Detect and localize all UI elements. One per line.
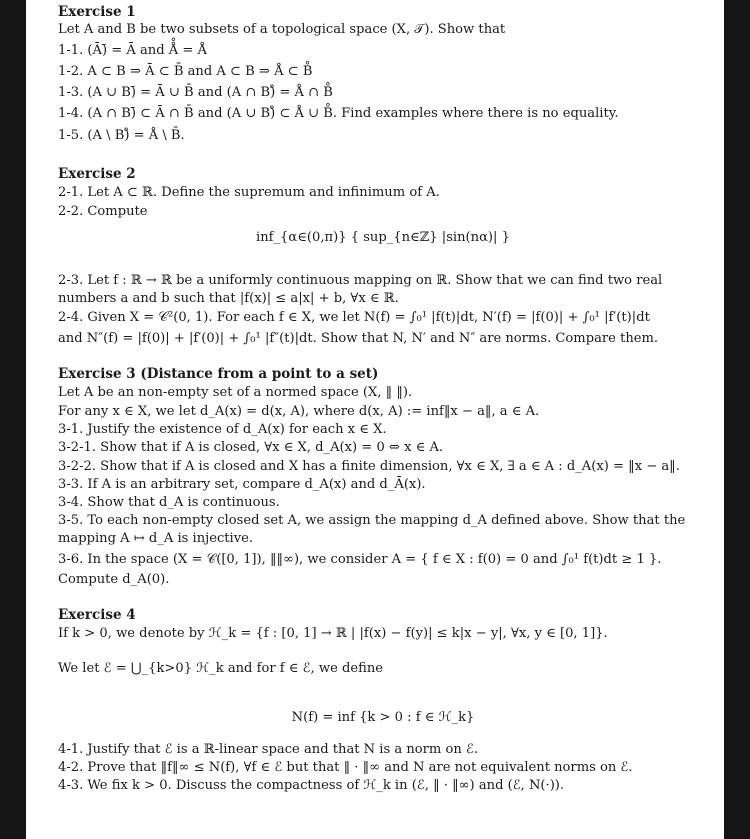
exercise-2-line: 2-1. Let A ⊂ ℝ. Define the supremum and infinimum of A. [58,185,440,200]
exercise-2-line: 2-3. Let f : ℝ → ℝ be a uniformly continuous mapping on ℝ. Show that we can find two real [58,273,663,288]
exercise-3-title: Exercise 3 (Distance from a point to a set) [58,366,379,382]
exercise-3-line: 3-2-1. Show that if A is closed, ∀x ∈ X, d_A(x) = 0 ⇔ x ∈ A. [58,440,444,455]
exercise-2-line: 2-4. Given X = 𝒞²(0, 1). For each f ∈ X, we let N(f) = ∫₀¹ |f(t)|dt, N′(f) = |f(0)| + ∫₀¹ |f′(t)|dt [58,310,650,325]
left-frame-border [0,0,26,839]
exercise-3-line: 3-2-2. Show that if A is closed and X has a finite dimension, ∀x ∈ X, ∃ a ∈ A : d_A(x) = ‖x − a‖. [58,459,680,474]
exercise-1-item: 1-2. A ⊂ B ⇒ Ā ⊂ B̄ and A ⊂ B ⇒ Å ⊂ B̊ [58,64,313,79]
exercise-4-title: Exercise 4 [58,607,136,623]
exercise-3-line: 3-3. If A is an arbitrary set, compare d_A(x) and d_Ā(x). [58,477,426,492]
exercise-4-formula: N(f) = inf {k > 0 : f ∈ ℋ_k} [291,710,475,725]
exercise-2-title: Exercise 2 [58,166,136,182]
exercise-1-item: 1-4. (A ∩ B)̄ ⊂ Ā ∩ B̄ and (A ∪ B)̊ ⊂ Å ∪ B̊. Find examples where there is no equality. [58,106,619,121]
exercise-4-line: 4-1. Justify that ℰ is a ℝ-linear space and that N is a norm on ℰ. [58,742,479,757]
exercise-1-intro: Let A and B be two subsets of a topological space (X, 𝒯). Show that [58,22,506,37]
exercise-1-item: 1-3. (A ∪ B)̄ = Ā ∪ B̄ and (A ∩ B)̊ = Å ∩ B̊ [58,85,333,100]
exercise-3-line: 3-1. Justify the existence of d_A(x) for each x ∈ X. [58,422,387,437]
exercise-2-formula: inf_{α∈(0,π)} { sup_{n∈ℤ} |sin(nα)| } [256,230,510,245]
exercise-1-item: 1-1. (Ā)̄ = Ā and Å̊ = Å [58,43,207,58]
exercise-4-line: We let ℰ = ⋃_{k>0} ℋ_k and for f ∈ ℰ, we define [58,661,384,676]
exercise-1-item: 1-5. (A \ B)̊ = Å \ B̄. [58,128,185,143]
right-frame-border [724,0,750,839]
exercise-3-line: 3-5. To each non-empty closed set A, we assign the mapping d_A defined above. Show that the [58,513,686,528]
exercise-3-line: 3-6. In the space (X = 𝒞([0, 1]), ‖‖∞), we consider A = { f ∈ X : f(0) = 0 and ∫₀¹ f(t)dt ≥ 1 }. [58,552,662,567]
exercise-3-line: 3-4. Show that d_A is continuous. [58,495,280,510]
exercise-1-title: Exercise 1 [58,4,136,20]
exercise-4-line: 4-3. We fix k > 0. Discuss the compactness of ℋ_k in (ℰ, ‖ · ‖∞) and (ℰ, N(·)). [58,778,565,793]
exercise-2-line: and N″(f) = |f(0)| + |f′(0)| + ∫₀¹ |f″(t)|dt. Show that N, N′ and N″ are norms. Compare them. [58,331,659,346]
exercise-3-line: For any x ∈ X, we let d_A(x) = d(x, A), where d(x, A) := inf‖x − a‖, a ∈ A. [58,404,540,419]
exercise-2-line: 2-2. Compute [58,204,148,219]
exercise-2-line: numbers a and b such that |f(x)| ≤ a|x| + b, ∀x ∈ ℝ. [58,291,399,306]
exercise-3-line: mapping A ↦ d_A is injective. [58,531,254,546]
exercise-4-line: If k > 0, we denote by ℋ_k = {f : [0, 1] → ℝ | |f(x) − f(y)| ≤ k|x − y|, ∀x, y ∈ [0, 1]}. [58,626,608,641]
exercise-3-line: Compute d_A(0). [58,572,170,587]
exercise-3-line: Let A be an non-empty set of a normed space (X, ‖ ‖). [58,385,413,400]
exercise-4-line: 4-2. Prove that ‖f‖∞ ≤ N(f), ∀f ∈ ℰ but that ‖ · ‖∞ and N are not equivalent norms on ℰ. [58,760,633,775]
